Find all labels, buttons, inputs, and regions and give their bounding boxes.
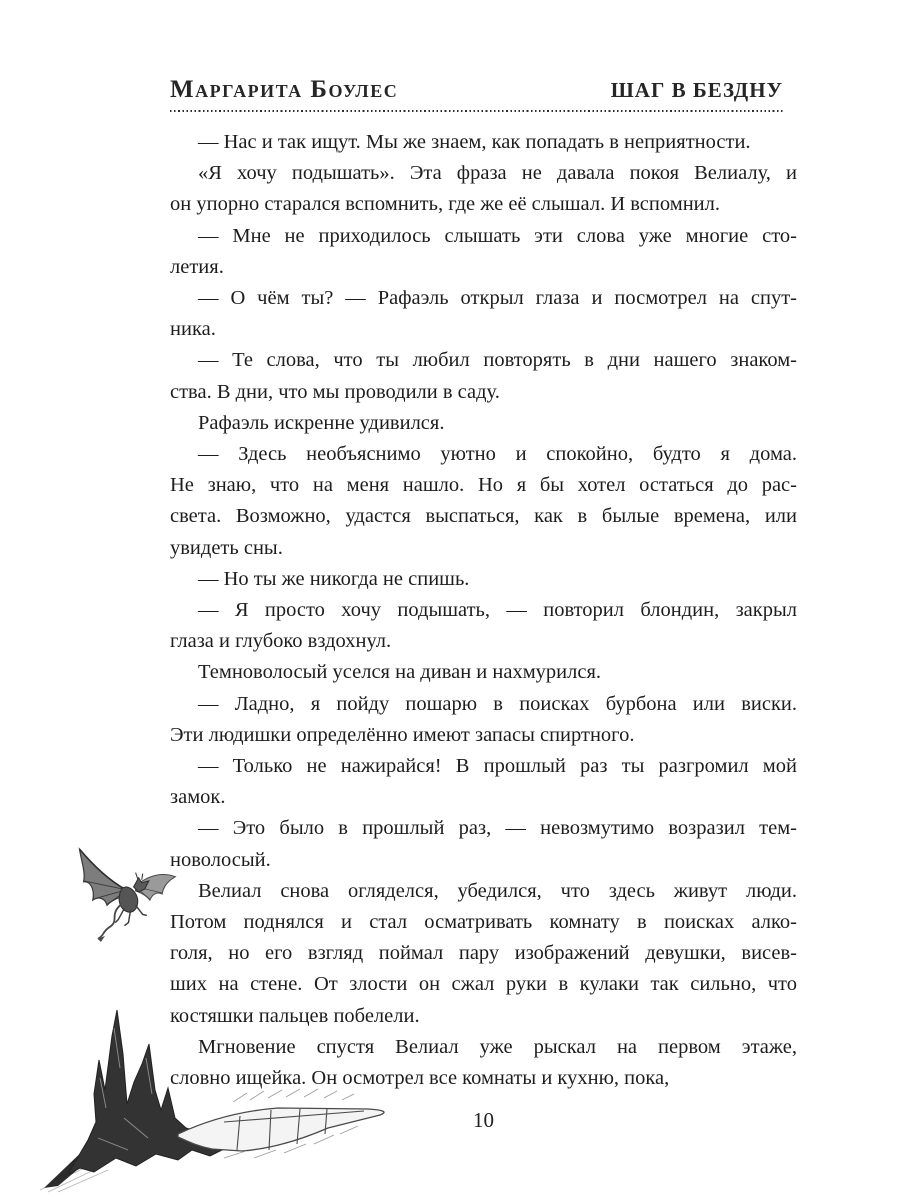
text-line: Эти людишки определённо имеют запасы спиртного. [170,723,635,746]
text-line: Не знаю, что на меня нашло. Но я бы хотел остаться до рас- [170,474,797,497]
text-line: — Те слова, что ты любил повторять в дни нашего знаком- [198,349,797,372]
text-line: — Я просто хочу подышать, — повторил блондин, закрыл [198,599,797,622]
paragraph [170,127,797,158]
text-line: костяшки пальцев побелели. [170,1004,420,1027]
paragraph [170,657,797,688]
text-line: ника. [170,318,216,341]
title-running-head: ШАГ В БЕЗДНУ [610,78,783,102]
text-line: — Только не нажирайся! В прошлый раз ты разгромил мой [198,755,797,778]
text-line: — Ладно, я пойду пошарю в поисках бурбона или виски. [198,692,797,715]
mountain-spires-icon [28,998,393,1198]
dragon-icon [66,841,194,943]
text-line: — О чём ты? — Рафаэль открыл глаза и посмотрел на спут- [198,287,797,310]
text-line: замок. [170,786,226,809]
paragraph [170,408,797,439]
text-line: Рафаэль искренне удивился. [198,411,445,434]
text-line: увидеть сны. [170,536,283,559]
text-line: — Нас и так ищут. Мы же знаем, как попадать в неприятности. [198,131,751,153]
running-head [170,76,783,104]
header-divider [170,110,783,112]
text-line: Мгновение спустя Велиал уже рыскал на первом этаже, [198,1035,797,1058]
text-line: он упорно старался вспомнить, где же её слышал. И вспомнил. [170,193,721,216]
paragraph [170,751,797,813]
dragon-illustration [66,841,194,943]
text-line: света. Возможно, удастся выспаться, как в былые времена, или [170,505,797,528]
mountain-illustration [28,998,393,1198]
paragraph [170,564,797,595]
text-line: «Я хочу подышать». Эта фраза не давала покоя Велиалу, и [198,162,797,185]
paragraph [170,439,797,564]
text-line: — Здесь необъяснимо уютно и спокойно, будто я дома. [198,443,797,466]
text-line: новолосый. [170,848,271,871]
text-line: Темноволосый уселся на диван и нахмурился. [198,661,602,684]
paragraph [170,595,797,657]
text-line: — Но ты же никогда не спишь. [198,567,470,590]
text-line: глаза и глубоко вздохнул. [170,630,392,653]
paragraph [170,689,797,751]
text-line: Велиал снова огляделся, убедился, что здесь живут люди. [198,879,797,902]
text-line: ства. В дни, что мы проводили в саду. [170,380,500,403]
page-body [170,127,797,1094]
paragraph [170,283,797,345]
paragraph [170,345,797,407]
text-line: словно ищейка. Он осмотрел все комнаты и кухню, пока, [170,1067,670,1090]
paragraph [170,813,797,875]
text-line: Потом поднялся и стал осматривать комнату в поисках алко- [170,911,797,934]
page-number: 10 [473,1108,494,1132]
text-line: голя, но его взгляд поймал пару изображений девушки, висев- [170,942,797,965]
text-line: ших на стене. От злости он сжал руки в кулаки так сильно, что [170,973,797,996]
paragraph [170,221,797,283]
text-line: — Это было в прошлый раз, — невозмутимо возразил тем- [198,817,797,840]
paragraph [170,158,797,220]
text-line: — Мне не приходилось слышать эти слова уже многие сто- [198,224,797,247]
text-line: летия. [170,255,224,278]
author-running-head: Маргарита Боулес [170,76,399,103]
